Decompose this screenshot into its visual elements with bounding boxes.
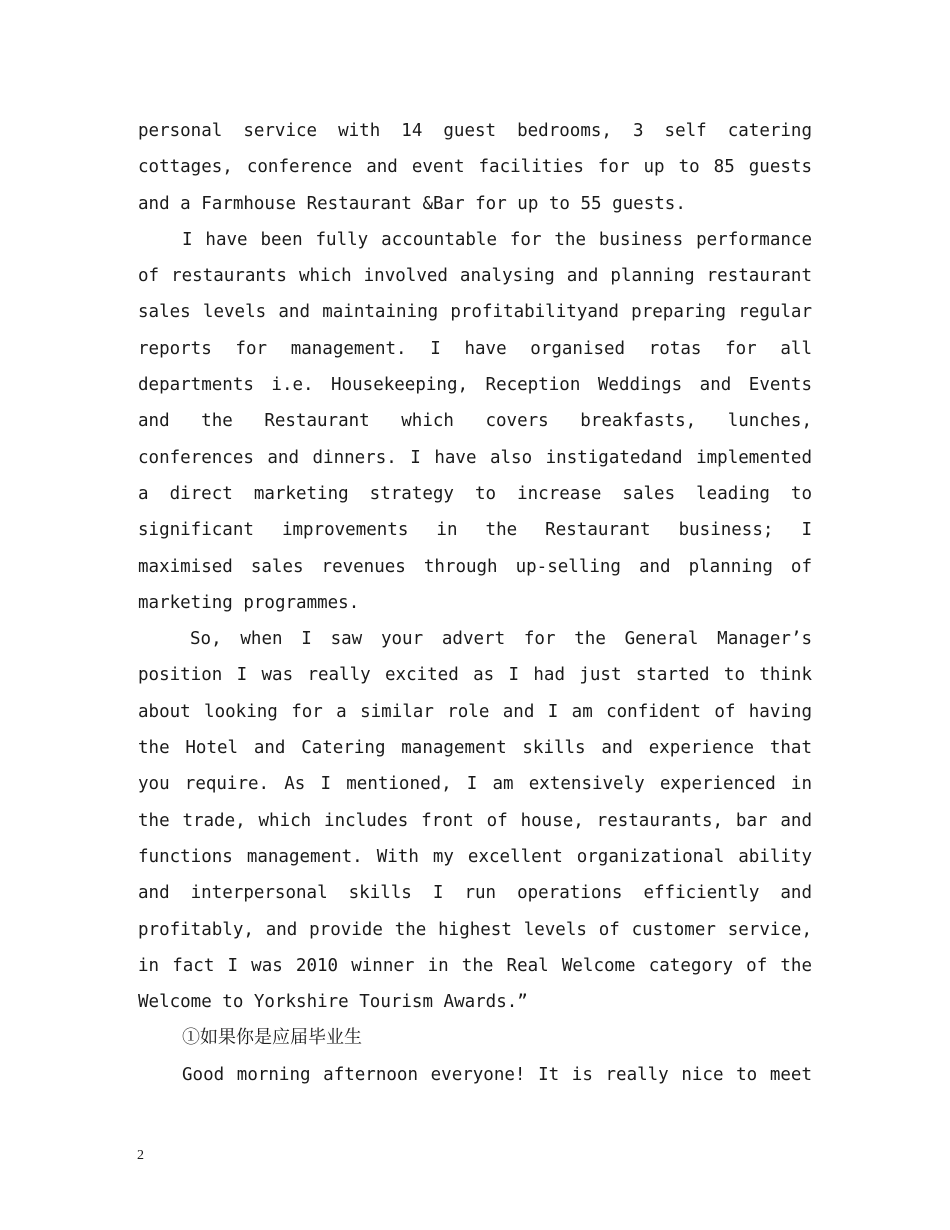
paragraph-greeting: Good morning afternoon everyone! It is really nice to meet	[182, 1064, 812, 1085]
section-heading: ①如果你是应届毕业生	[182, 1027, 362, 1049]
page-number: 2	[137, 1148, 144, 1163]
body-text	[138, 113, 812, 1093]
paragraph-continuation: personal service with 14 guest bedrooms, 3 self catering cottages, conference and event facilities for up to 85 guests and a Farmhouse Restaurant &Bar for up to 55 guests.	[138, 121, 812, 214]
paragraph-business-performance: I have been fully accountable for the business performance of restaurants which involved analysing and planning restaurant sales levels and maintaining profitabilityand preparing regular reports for management. I have organised rotas for all departments i.e. Housekeeping, Reception Weddings and Events and the Restaurant which covers breakfasts, lunches, conferences and dinners. I have also instigatedand implemented a direct marketing strategy to increase sales leading to significant improvements in the Restaurant business; I maximised sales revenues through up-selling and planning of marketing programmes.	[138, 229, 812, 613]
paragraph-general-manager: So, when I saw your advert for the General Manager’s position I was really excited as I had just started to think about looking for a similar role and I am confident of having the Hotel and Catering management skills and experience that you require. As I mentioned, I am extensively experienced in the trade, which includes front of house, restaurants, bar and functions management. With my excellent organizational ability and interpersonal skills I run operations efficiently and profitably, and provide the highest levels of customer service, in fact I was 2010 winner in the Real Welcome category of the Welcome to Yorkshire Tourism Awards.”	[138, 629, 812, 1013]
